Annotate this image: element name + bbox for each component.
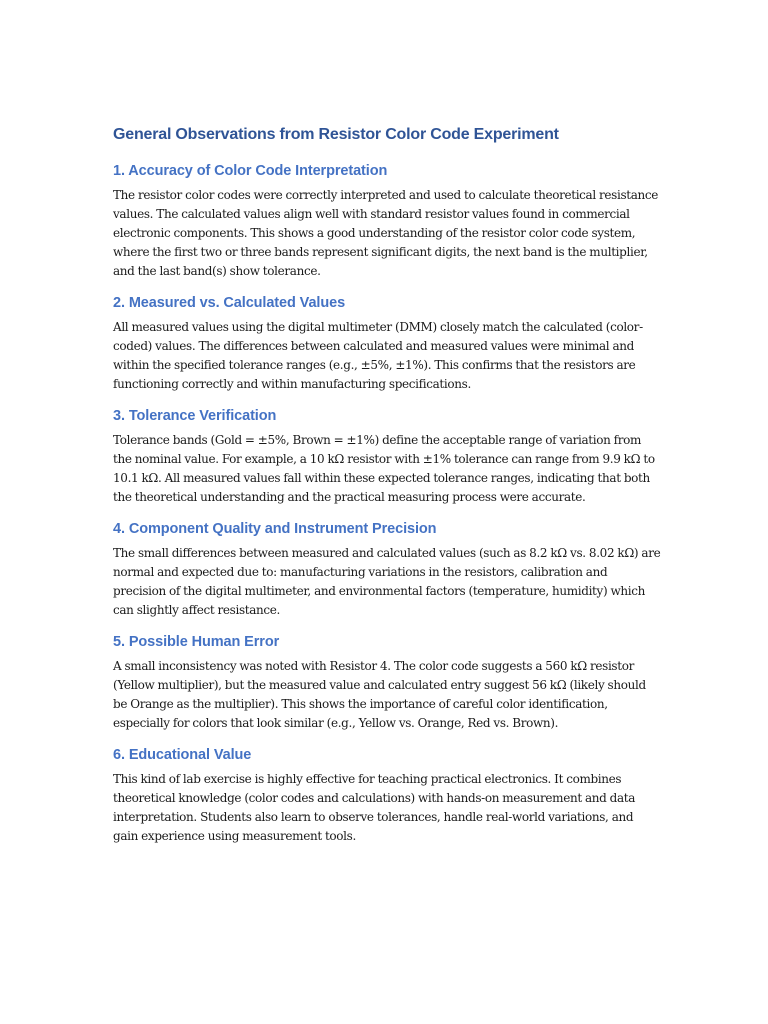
section-human-error xyxy=(113,632,661,733)
section-accuracy xyxy=(113,161,661,281)
section-body: Tolerance bands (Gold = ±5%, Brown = ±1%) define the acceptable range of variation from the nominal value. For example, a 10 kΩ resistor with ±1% tolerance can range from 9.9 kΩ to 10.1 kΩ. All measured values fall within these expected tolerance ranges, indicating that both the theoretical understanding and the practical measuring process were accurate. xyxy=(113,433,655,504)
section-measured-vs-calculated xyxy=(113,293,661,394)
section-body: The small differences between measured and calculated values (such as 8.2 kΩ vs. 8.02 kΩ) are normal and expected due to: manufacturing variations in the resistors, calibration and precision of the digital multimeter, and environmental factors (temperature, humidity) which can slightly affect resistance. xyxy=(113,546,661,617)
section-component-quality xyxy=(113,519,661,620)
section-heading: 3. Tolerance Verification xyxy=(113,408,277,424)
section-heading: 2. Measured vs. Calculated Values xyxy=(113,295,346,311)
section-educational-value xyxy=(113,745,661,846)
document-page xyxy=(113,124,661,858)
document-title: General Observations from Resistor Color Code Experiment xyxy=(113,126,559,143)
section-heading: 1. Accuracy of Color Code Interpretation xyxy=(113,163,388,179)
section-heading: 6. Educational Value xyxy=(113,747,252,763)
section-body: All measured values using the digital multimeter (DMM) closely match the calculated (color-coded) values. The differences between calculated and measured values were minimal and within the specified tolerance ranges (e.g., ±5%, ±1%). This confirms that the resistors are functioning correctly and within manufacturing specifications. xyxy=(113,320,643,391)
section-body: This kind of lab exercise is highly effective for teaching practical electronics. It combines theoretical knowledge (color codes and calculations) with hands-on measurement and data interpretation. Students also learn to observe tolerances, handle real-world variations, and gain experience using measurement tools. xyxy=(113,772,636,843)
section-heading: 5. Possible Human Error xyxy=(113,634,280,650)
section-heading: 4. Component Quality and Instrument Precision xyxy=(113,521,437,537)
section-body: A small inconsistency was noted with Resistor 4. The color code suggests a 560 kΩ resistor (Yellow multiplier), but the measured value and calculated entry suggest 56 kΩ (likely should be Orange as the multiplier). This shows the importance of careful color identification, especially for colors that look similar (e.g., Yellow vs. Orange, Red vs. Brown). xyxy=(113,659,646,730)
section-body: The resistor color codes were correctly interpreted and used to calculate theoretical resistance values. The calculated values align well with standard resistor values found in commercial electronic components. This shows a good understanding of the resistor color code system, where the first two or three bands represent significant digits, the next band is the multiplier, and the last band(s) show tolerance. xyxy=(113,188,659,278)
section-tolerance-verification xyxy=(113,406,661,507)
